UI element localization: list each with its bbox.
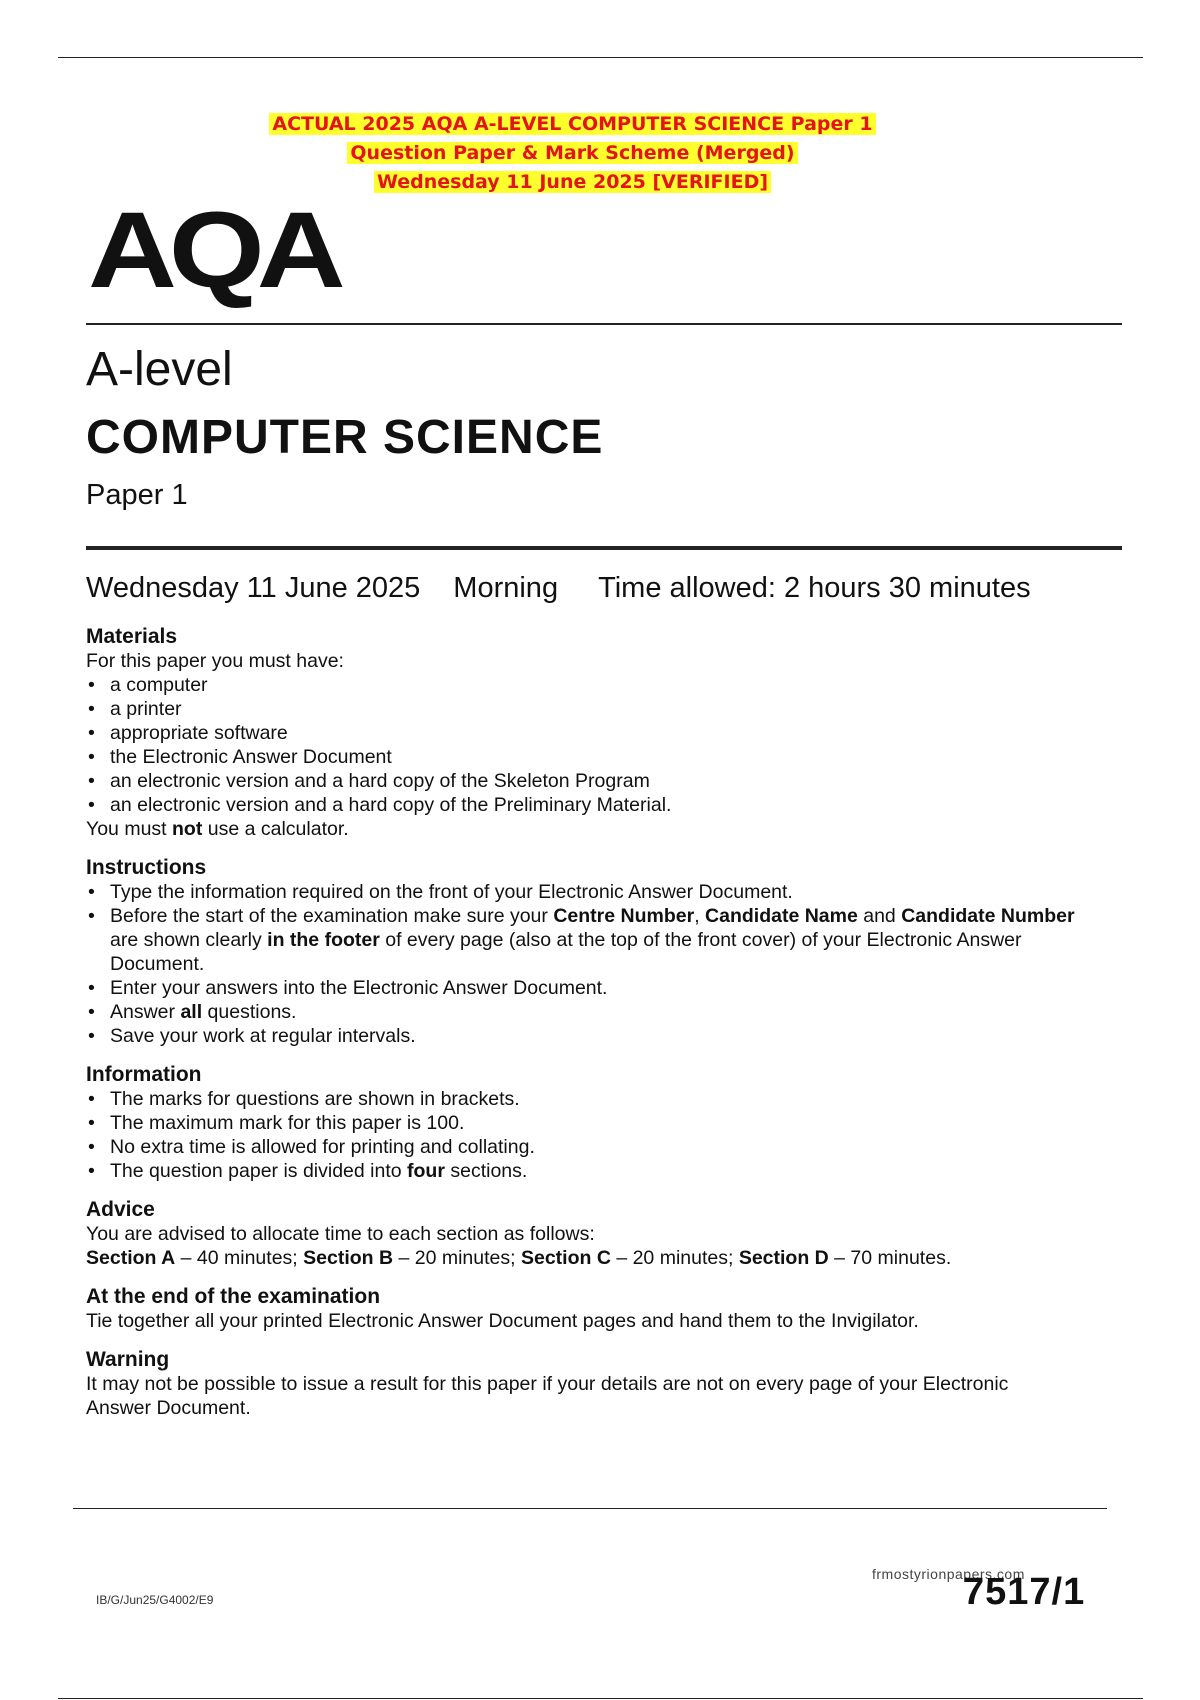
warning-text: It may not be possible to issue a result for this paper if your details are not on every page of your Electronic Answer Document. xyxy=(86,1373,1009,1419)
banner-line-1: ACTUAL 2025 AQA A-LEVEL COMPUTER SCIENCE Paper 1 xyxy=(269,113,875,135)
list-item: • an electronic version and a hard copy of the Skeleton Program xyxy=(86,769,1096,793)
warning-heading: Warning xyxy=(86,1348,170,1371)
end-text: Tie together all your printed Electronic Answer Document pages and hand them to the Invigilator. xyxy=(86,1310,919,1332)
materials-intro: For this paper you must have: xyxy=(86,650,344,672)
end-section xyxy=(86,1284,1096,1333)
list-item: • Type the information required on the front of your Electronic Answer Document. xyxy=(86,880,1096,904)
footer-code: IB/G/Jun25/G4002/E9 xyxy=(96,1593,214,1607)
advice-section xyxy=(86,1197,1096,1270)
warning-section xyxy=(86,1347,1096,1420)
instructions-heading: Instructions xyxy=(86,856,207,879)
exam-session: Morning xyxy=(453,572,559,604)
calculator-note: You must not use a calculator. xyxy=(86,818,349,840)
aqa-logo: AQA xyxy=(88,189,338,310)
list-item: • The question paper is divided into four sections. xyxy=(86,1159,1096,1183)
materials-list xyxy=(86,673,1096,817)
list-item: • The marks for questions are shown in brackets. xyxy=(86,1087,1096,1111)
end-heading: At the end of the examination xyxy=(86,1285,381,1308)
footer-rule xyxy=(73,1508,1107,1509)
list-item: • the Electronic Answer Document xyxy=(86,745,1096,769)
information-list xyxy=(86,1087,1096,1183)
banner-line-3: Wednesday 11 June 2025 [VERIFIED] xyxy=(374,171,771,193)
list-item: • Before the start of the examination make sure your Centre Number, Candidate Name and Candidate Number are shown clearly in the footer of every page (also at the top of the front cover) of your Electronic Answer Document. xyxy=(86,904,1096,976)
information-section xyxy=(86,1062,1096,1183)
advice-intro: You are advised to allocate time to each section as follows: xyxy=(86,1223,595,1245)
section-timings: Section A – 40 minutes; Section B – 20 minutes; Section C – 20 minutes; Section D – 70 minutes. xyxy=(86,1247,952,1269)
paper-number: 7517/1 xyxy=(963,1571,1086,1613)
header-rule xyxy=(86,323,1122,325)
materials-heading: Materials xyxy=(86,625,178,648)
subject-title: COMPUTER SCIENCE xyxy=(86,411,604,464)
instructions-section xyxy=(86,855,1096,1048)
advice-heading: Advice xyxy=(86,1198,155,1221)
paper-label: Paper 1 xyxy=(86,479,188,511)
exam-date: Wednesday 11 June 2025 xyxy=(86,572,421,604)
instructions-body xyxy=(86,624,1096,1434)
list-item: • appropriate software xyxy=(86,721,1096,745)
banner-line-2: Question Paper & Mark Scheme (Merged) xyxy=(347,142,797,164)
information-heading: Information xyxy=(86,1063,202,1086)
list-item: • an electronic version and a hard copy of the Preliminary Material. xyxy=(86,793,1096,817)
qualification-level: A-level xyxy=(86,343,233,396)
list-item: • a printer xyxy=(86,697,1096,721)
time-allowed: Time allowed: 2 hours 30 minutes xyxy=(598,572,1031,604)
title-banner xyxy=(0,110,1145,197)
thick-rule xyxy=(86,546,1122,550)
list-item: • Enter your answers into the Electronic Answer Document. xyxy=(86,976,1096,1000)
list-item: • No extra time is allowed for printing and collating. xyxy=(86,1135,1096,1159)
list-item: • Answer all questions. xyxy=(86,1000,1096,1024)
bottom-rule xyxy=(58,1698,1143,1699)
exam-dateline xyxy=(86,574,1106,603)
list-item: • The maximum mark for this paper is 100. xyxy=(86,1111,1096,1135)
top-rule xyxy=(58,57,1143,58)
materials-section xyxy=(86,624,1096,841)
footer-watermark: frmostyrionpapers.com xyxy=(872,1566,1025,1582)
instructions-list xyxy=(86,880,1096,1048)
list-item: • a computer xyxy=(86,673,1096,697)
list-item: • Save your work at regular intervals. xyxy=(86,1024,1096,1048)
